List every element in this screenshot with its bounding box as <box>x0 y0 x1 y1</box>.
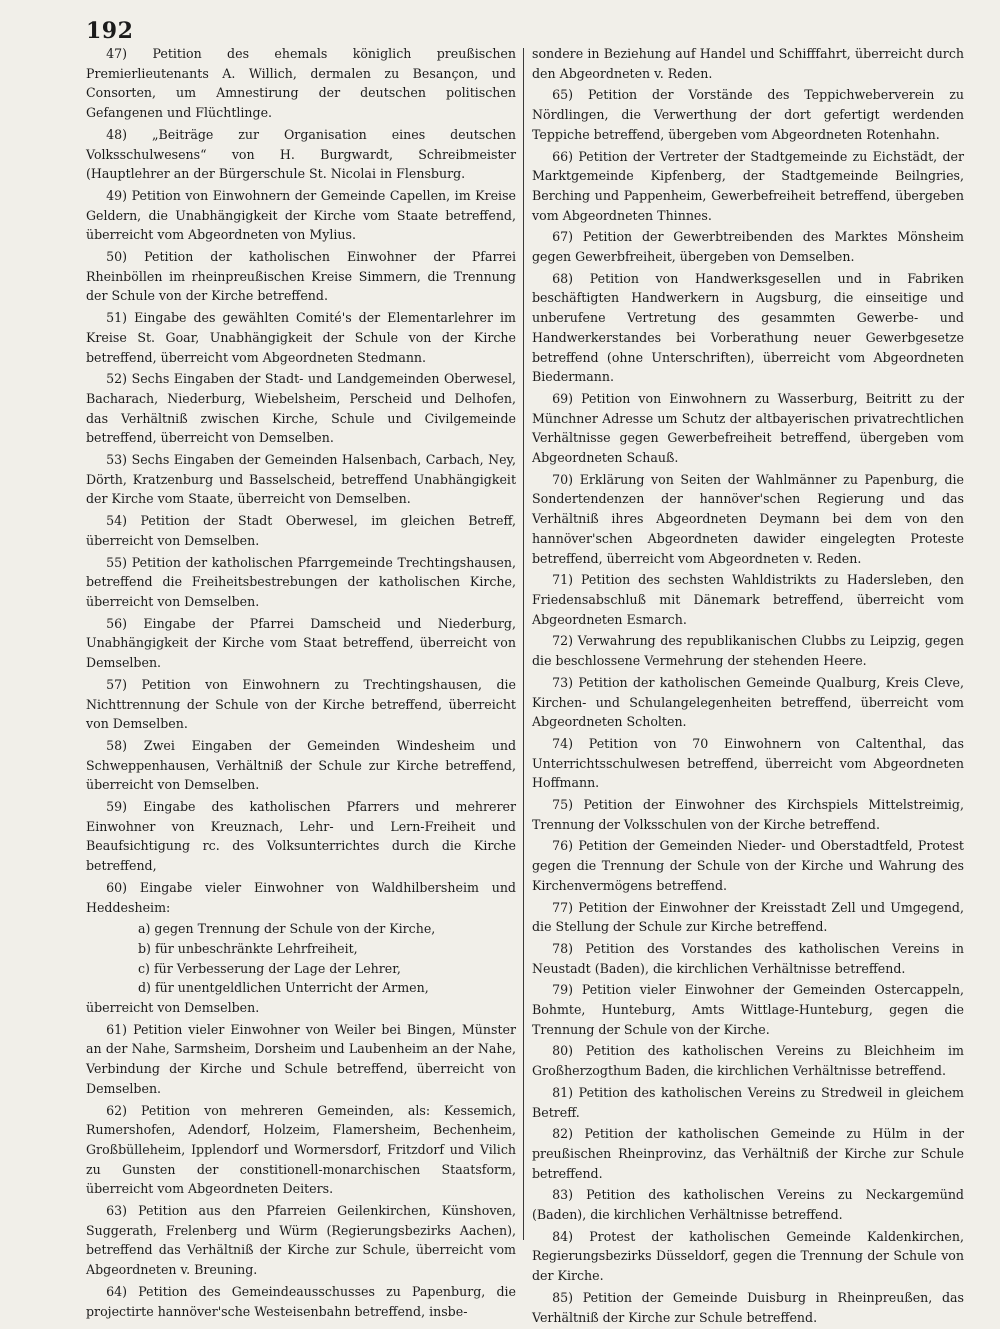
list-item: 75) Petition der Einwohner des Kirchspiels Mittelstreimig, Trennung der Volksschulen von der Kirche betreffend. <box>532 797 964 832</box>
list-item: 74) Petition von 70 Einwohnern von Caltenthal, das Unterrichtsschulwesen betreffend, überreicht vom Abgeordneten Hoffmann. <box>532 735 964 791</box>
list-item: 68) Petition von Handwerksgesellen und in Fabriken beschäftigten Handwerkern in Augsburg, die einseitige und unberufene Vertretung des gesammten Gewerbe- und Handwerkerstandes bei Vorberathung neuer Gewerbgesetze betreffend (ohne Unterschriften), überreicht vom Abgeordneten Biedermann. <box>532 270 964 385</box>
list-item: 77) Petition der Einwohner der Kreisstadt Zell und Umgegend, die Stellung der Schule zur Kirche betreffend. <box>532 899 964 935</box>
sub-list-item: d) für unentgeldlichen Unterricht der Armen, <box>138 980 429 996</box>
list-item: 54) Petition der Stadt Oberwesel, im gleichen Betreff, überreicht von Demselben. <box>86 513 516 548</box>
list-item: 51) Eingabe des gewählten Comité's der Elementarlehrer im Kreise St. Goar, Unabhängigkeit der Schule von der Kirche betreffend, überreicht vom Abgeordneten Stedmann. <box>86 310 516 365</box>
list-item: 50) Petition der katholischen Einwohner der Pfarrei Rheinböllen im rheinpreußischen Kreise Simmern, die Trennung der Schule von der Kirche betreffend. <box>86 249 516 304</box>
list-item: 81) Petition des katholischen Vereins zu Stredweil in gleichem Betreff. <box>532 1084 964 1120</box>
list-item: 82) Petition der katholischen Gemeinde zu Hülm in der preußischen Rheinprovinz, das Verhältniß der Kirche zur Schule betreffend. <box>532 1126 964 1181</box>
sub-list-item: b) für unbeschränkte Lehrfreiheit, <box>138 940 358 956</box>
list-item: 78) Petition des Vorstandes des katholischen Vereins in Neustadt (Baden), die kirchlichen Verhältnisse betreffend. <box>532 940 964 976</box>
list-item: 67) Petition der Gewerbtreibenden des Marktes Mönsheim gegen Gewerbfreiheit, übergeben von Demselben. <box>532 229 964 265</box>
list-item: 53) Sechs Eingaben der Gemeinden Halsenbach, Carbach, Ney, Dörth, Kratzenburg und Basselscheid, betreffend Unabhängigkeit der Kirche vom Staate, überreicht von Demselben. <box>86 452 516 507</box>
list-item: 60) Eingabe vieler Einwohner von Waldhilbersheim und Heddesheim: <box>86 879 516 915</box>
list-item: 71) Petition des sechsten Wahldistrikts zu Hadersleben, den Friedensabschluß mit Dänemark betreffend, überreicht vom Abgeordneten Esmarch. <box>532 572 964 627</box>
list-item: 55) Petition der katholischen Pfarrgemeinde Trechtingshausen, betreffend die Freiheitsbestrebungen der katholischen Kirche, überreicht von Demselben. <box>86 554 516 609</box>
left-column <box>86 44 516 1323</box>
list-item: 83) Petition des katholischen Vereins zu Neckargemünd (Baden), die kirchlichen Verhältnisse betreffend. <box>532 1187 964 1223</box>
list-item: 76) Petition der Gemeinden Nieder- und Oberstadtfeld, Protest gegen die Trennung der Schule von der Kirche und Wahrung des Kirchenvermögens betreffend. <box>532 838 964 893</box>
list-item: 66) Petition der Vertreter der Stadtgemeinde zu Eichstädt, der Marktgemeinde Kipfenberg, der Stadtgemeinde Beilngries, Berching und Pappenheim, Gewerbefreiheit betreffend, übergeben vom Abgeordneten Thinnes. <box>532 148 964 223</box>
list-item: 63) Petition aus den Pfarreien Geilenkirchen, Künshoven, Suggerath, Frelenberg und Würm (Regierungsbezirks Aachen), betreffend das Verhältniß der Kirche zur Schule, überreicht vom Abgeordneten v. Breuning. <box>86 1203 516 1278</box>
list-item: 80) Petition des katholischen Vereins zu Bleichheim im Großherzogthum Baden, die kirchlichen Verhältnisse betreffend. <box>532 1043 964 1079</box>
sub-list-item: a) gegen Trennung der Schule von der Kirche, <box>138 921 436 937</box>
list-item-continuation: überreicht von Demselben. <box>86 1000 260 1016</box>
list-item: 62) Petition von mehreren Gemeinden, als: Kessemich, Rumershofen, Adendorf, Holzeim, Flamersheim, Bechenheim, Großbülleheim, Ipplendorf und Wormersdorf, Fritzdorf und Vilich zu Gunsten der constitionell-monarchischen Staatsform, überreicht vom Abgeordneten Deiters. <box>86 1102 516 1197</box>
list-item: 56) Eingabe der Pfarrei Damscheid und Niederburg, Unabhängigkeit der Kirche vom Staat betreffend, überreicht von Demselben. <box>86 615 516 671</box>
column-divider <box>523 48 524 1240</box>
list-item: 85) Petition der Gemeinde Duisburg in Rheinpreußen, das Verhältniß der Kirche zur Schule betreffend. <box>532 1289 964 1325</box>
page-number: 192 <box>86 18 134 44</box>
list-item: 59) Eingabe des katholischen Pfarrers und mehrerer Einwohner von Kreuznach, Lehr- und Lern-Freiheit und Beaufsichtigung rc. des Volksunterrichtes durch die Kirche betreffend, <box>86 799 516 874</box>
right-column <box>532 44 964 1329</box>
list-item: 64) Petition des Gemeindeausschusses zu Papenburg, die projectirte hannöver'sche Westeisenbahn betreffend, insbe- <box>86 1283 516 1319</box>
list-item: 70) Erklärung von Seiten der Wahlmänner zu Papenburg, die Sondertendenzen der hannöver'schen Regierung und das Verhältniß ihres Abgeordneten Deymann bei dem von den hannöver'schen Abgeordneten dawider eingelegten Proteste betreffend, überreicht vom Abgeordneten v. Reden. <box>532 471 964 566</box>
list-item: 79) Petition vieler Einwohner der Gemeinden Ostercappeln, Bohmte, Hunteburg, Amts Wittlage-Hunteburg, gegen die Trennung der Schule von der Kirche. <box>532 982 964 1037</box>
list-item: 48) „Beiträge zur Organisation eines deutschen Volksschulwesens“ von H. Burgwardt, Schreibmeister (Hauptlehrer an der Bürgerschule St. Nicolai in Flensburg. <box>86 126 516 182</box>
list-item: 84) Protest der katholischen Gemeinde Kaldenkirchen, Regierungsbezirks Düsseldorf, gegen die Trennung der Schule von der Kirche. <box>532 1228 964 1284</box>
list-item: 58) Zwei Eingaben der Gemeinden Windesheim und Schweppenhausen, Verhältniß der Schule zur Kirche betreffend, überreicht von Demselben. <box>86 737 516 793</box>
sub-list-item: c) für Verbesserung der Lage der Lehrer, <box>138 960 401 976</box>
list-item: 72) Verwahrung des republikanischen Clubbs zu Leipzig, gegen die beschlossene Vermehrung der stehenden Heere. <box>532 633 964 669</box>
list-item: 69) Petition von Einwohnern zu Wasserburg, Beitritt zu der Münchner Adresse um Schutz der altbayerischen privatrechtlichen Verhältnisse gegen Gewerbefreiheit betreffend, übergeben vom Abgeordneten Schauß. <box>532 390 964 466</box>
list-item: 47) Petition des ehemals königlich preußischen Premierlieutenants A. Willich, dermalen zu Besançon, und Consorten, um Amnestirung der deutschen politischen Gefangenen und Flüchtlinge. <box>86 46 516 121</box>
list-item: 73) Petition der katholischen Gemeinde Qualburg, Kreis Cleve, Kirchen- und Schulangelegenheiten betreffend, überreicht vom Abgeordneten Scholten. <box>532 674 964 730</box>
list-item-continuation: sondere in Beziehung auf Handel und Schifffahrt, überreicht durch den Abgeordneten v. Reden. <box>532 46 964 81</box>
list-item: 61) Petition vieler Einwohner von Weiler bei Bingen, Münster an der Nahe, Sarmsheim, Dorsheim und Laubenheim an der Nahe, Verbindung der Kirche und Schule betreffend, überreicht von Demselben. <box>86 1021 516 1096</box>
list-item: 52) Sechs Eingaben der Stadt- und Landgemeinden Oberwesel, Bacharach, Niederburg, Wiebelsheim, Perscheid und Delhofen, das Verhältniß zwischen Kirche, Schule und Civilgemeinde betreffend, überreicht von Demselben. <box>86 371 516 446</box>
list-item: 65) Petition der Vorstände des Teppichweberverein zu Nördlingen, die Verwerthung der dort gefertigt werdenden Teppiche betreffend, übergeben vom Abgeordneten Rotenhahn. <box>532 87 964 142</box>
list-item: 57) Petition von Einwohnern zu Trechtingshausen, die Nichttrennung der Schule von der Kirche betreffend, überreicht von Demselben. <box>86 676 516 732</box>
sub-list <box>86 919 516 998</box>
list-item: 49) Petition von Einwohnern der Gemeinde Capellen, im Kreise Geldern, die Unabhängigkeit der Kirche vom Staate betreffend, überreicht vom Abgeordneten von Mylius. <box>86 187 516 243</box>
